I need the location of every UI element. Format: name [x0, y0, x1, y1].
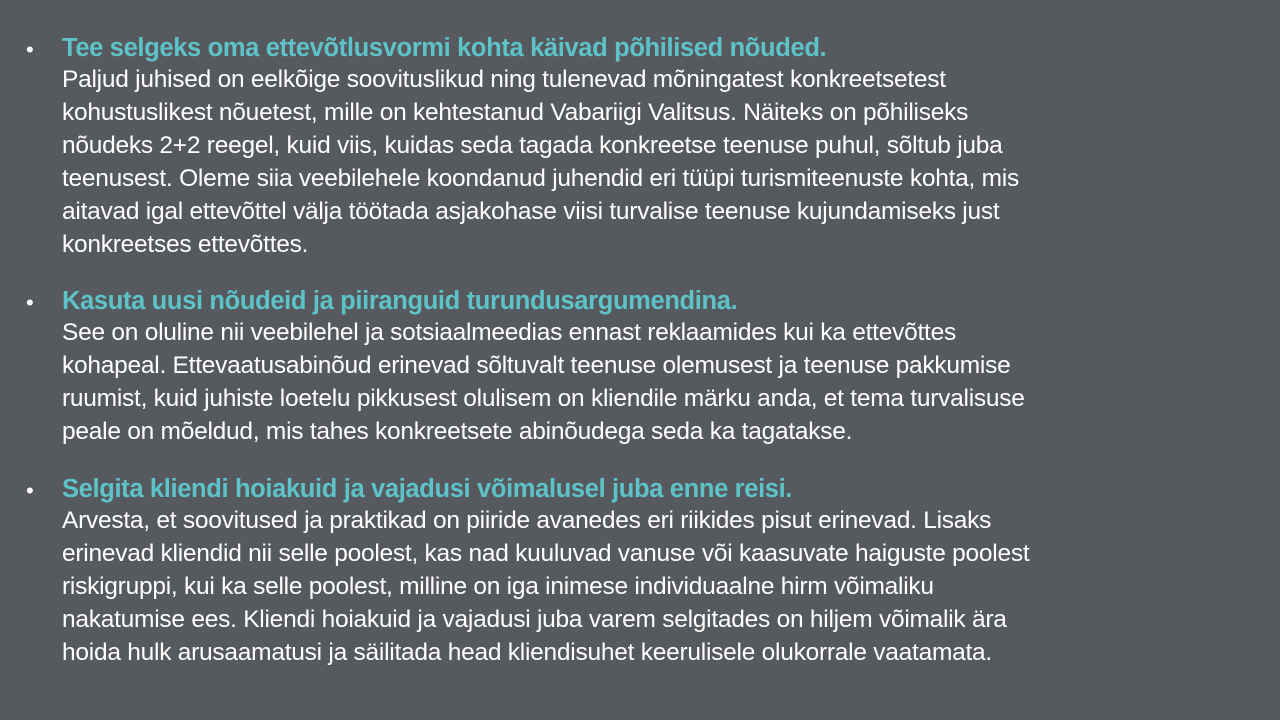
body-line: Paljud juhised on eelkõige soovituslikud ning tulenevad mõningatest konkreetsetest — [62, 66, 946, 93]
body-line: kohustuslikest nõuetest, mille on kehtestanud Vabariigi Valitsus. Näiteks on põhiliseks — [62, 99, 969, 126]
bullet-heading: Selgita kliendi hoiakuid ja vajadusi võimalusel juba enne reisi. — [62, 475, 793, 503]
body-line: konkreetses ettevõttes. — [62, 231, 309, 258]
bullet-body — [62, 504, 1256, 669]
bullet-content — [62, 286, 1256, 448]
body-line: See on oluline nii veebilehel ja sotsiaalmeedias ennast reklaamides kui ka ettevõttes — [62, 319, 956, 346]
body-line: erinevad kliendid nii selle poolest, kas nad kuuluvad vanuse või kaasuvate haiguste poolest — [62, 540, 1030, 567]
body-line: nõudeks 2+2 reegel, kuid viis, kuidas seda tagada konkreetse teenuse puhul, sõltub juba — [62, 132, 1003, 159]
bullet-heading: Tee selgeks oma ettevõtlusvormi kohta käivad põhilised nõuded. — [62, 34, 827, 62]
body-line: nakatumise ees. Kliendi hoiakuid ja vajadusi juba varem selgitades on hiljem võimalik ära — [62, 606, 1007, 633]
bullet-icon: • — [26, 478, 34, 503]
bullet-icon: • — [26, 290, 34, 315]
bullet-item — [26, 474, 1256, 669]
bullet-content — [62, 33, 1256, 261]
bullet-icon: • — [26, 37, 34, 62]
body-line: ruumist, kuid juhiste loetelu pikkusest olulisem on kliendile märku anda, et tema turvalisuse — [62, 385, 1025, 412]
body-line: teenusest. Oleme siia veebilehele koondanud juhendid eri tüüpi turismiteenuste kohta, mis — [62, 165, 1019, 192]
body-line: kohapeal. Ettevaatusabinõud erinevad sõltuvalt teenuse olemusest ja teenuse pakkumise — [62, 352, 1011, 379]
bullet-content — [62, 474, 1256, 669]
bullet-body — [62, 316, 1256, 448]
bullet-item — [26, 286, 1256, 448]
body-line: riskigruppi, kui ka selle poolest, milline on iga inimese individuaalne hirm võimaliku — [62, 573, 934, 600]
body-line: Arvesta, et soovitused ja praktikad on piiride avanedes eri riikides pisut erinevad. Lisaks — [62, 507, 992, 534]
bullet-item — [26, 33, 1256, 261]
bullet-heading: Kasuta uusi nõudeid ja piiranguid turundusargumendina. — [62, 287, 738, 315]
body-line: peale on mõeldud, mis tahes konkreetsete abinõudega seda ka tagatakse. — [62, 418, 853, 445]
body-line: hoida hulk arusaamatusi ja säilitada head kliendisuhet keerulisele olukorrale vaatamata. — [62, 639, 992, 666]
body-line: aitavad igal ettevõttel välja töötada asjakohase viisi turvalise teenuse kujundamiseks just — [62, 198, 1000, 225]
bullet-body — [62, 63, 1256, 261]
